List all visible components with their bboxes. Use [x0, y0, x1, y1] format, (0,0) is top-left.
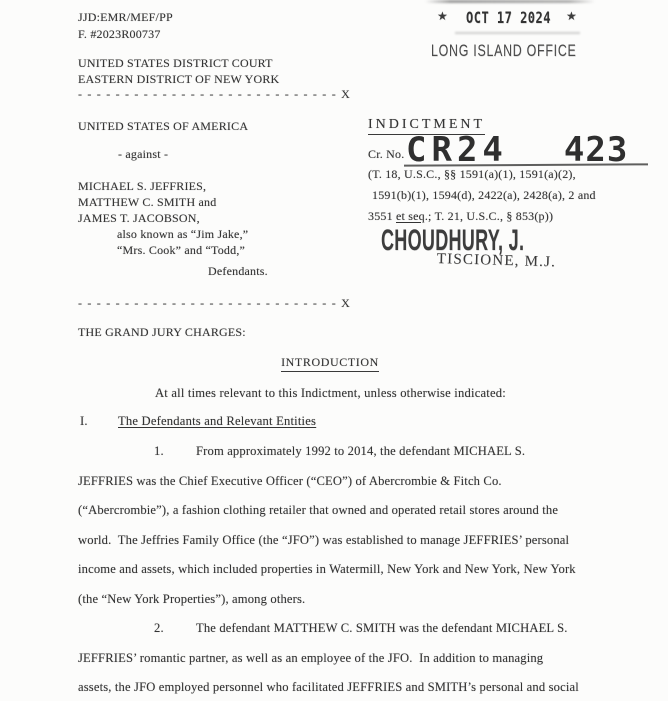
paragraph-text: From approximately 1992 to 2014, the defendant MICHAEL S. [196, 444, 526, 458]
body-line: (“Abercrombie”), a fashion clothing retailer that owned and operated retail stores around the [78, 503, 559, 517]
body-line: world. The Jeffries Family Office (the “JFO”) was established to manage JEFFRIES’ personal [78, 532, 570, 547]
magistrate-stamp: TISCIONE, M.J. [436, 251, 557, 271]
intro-sentence: At all times relevant to this Indictment, unless otherwise indicated: [155, 386, 506, 400]
statute-text: .; T. 21, U.S.C., § 853(p)) [424, 209, 554, 223]
introduction-heading-text: INTRODUCTION [281, 355, 379, 372]
plaintiff-name: UNITED STATES OF AMERICA [78, 119, 249, 133]
body-line [78, 444, 643, 474]
filed-date-stamp: OCT 17 2024 [466, 8, 551, 27]
paragraph-text: The defendant MATTHEW C. SMITH was the defendant MICHAEL S. [196, 621, 568, 635]
caption-divider-top: - - - - - - - - - - - - - - - - - - - - - - - - - - - - X [78, 87, 351, 101]
section-heading: The Defendants and Relevant Entities [118, 414, 317, 428]
cutoff-stamp-artifact [425, 0, 595, 3]
case-number-prefix: CR24 [406, 130, 508, 170]
attorney-initials: JJD:EMR/MEF/PP [78, 10, 173, 24]
body-line: assets, the JFO employed personnel who facilitated JEFFRIES and SMITH’s personal and social [78, 680, 579, 694]
defendant-name-2: MATTHEW C. SMITH and [78, 195, 217, 209]
body-line: JEFFRIES was the Chief Executive Officer (“CEO”) of Abercrombie & Fitch Co. [78, 473, 502, 488]
paragraph-2 [78, 621, 643, 701]
alias-line-2: “Mrs. Cook” and “Todd,” [117, 243, 246, 257]
body-line: JEFFRIES’ romantic partner, as well as an employee of the JFO. In addition to managing [78, 650, 544, 665]
et-seq-underlined: et seq [396, 209, 425, 223]
caption-divider-bottom: - - - - - - - - - - - - - - - - - - - - - - - - - - - - X [78, 296, 351, 310]
versus-label: - against - [118, 147, 169, 161]
paragraph-number: 2. [154, 621, 164, 635]
defendant-name-3: JAMES T. JACOBSON, [78, 211, 200, 225]
office-stamp: LONG ISLAND OFFICE [431, 42, 577, 60]
statute-citation-2: 1591(b)(1), 1594(d), 2422(a), 2428(a), 2 and [372, 188, 596, 202]
judge-stamp: CHOUDHURY, J. [381, 224, 525, 257]
introduction-heading [78, 355, 582, 372]
file-number: F. #2023R00737 [78, 27, 161, 41]
statute-citation-3 [368, 209, 553, 224]
star-icon: ★ [566, 9, 577, 23]
star-icon: ★ [437, 9, 448, 23]
body-line [78, 621, 643, 651]
defendants-label: Defendants. [208, 264, 268, 278]
body-line: (the “New York Properties”), among others. [78, 591, 306, 606]
body-line: income and assets, which included properties in Watermill, New York and New York, New York [78, 562, 576, 576]
court-district: EASTERN DISTRICT OF NEW YORK [78, 72, 280, 86]
stamp-box-artifact [455, 32, 580, 34]
cr-no-label: Cr. No. [368, 147, 405, 161]
paragraph-1 [78, 444, 643, 621]
case-number-stamp [406, 130, 628, 170]
alias-line-1: also known as “Jim Jake,” [117, 227, 249, 241]
section-number: I. [80, 414, 88, 428]
indictment-title-text: INDICTMENT [368, 117, 485, 135]
grand-jury-charges-line: THE GRAND JURY CHARGES: [78, 325, 246, 339]
statute-citation-1: (T. 18, U.S.C., §§ 1591(a)(1), 1591(a)(2), [368, 167, 576, 181]
statute-text: 3551 [368, 209, 396, 223]
body-text-block [78, 444, 643, 701]
paragraph-number: 1. [154, 444, 164, 458]
defendant-name-1: MICHAEL S. JEFFRIES, [78, 179, 207, 193]
case-number-suffix: 423 [563, 130, 629, 170]
court-name: UNITED STATES DISTRICT COURT [78, 56, 273, 70]
